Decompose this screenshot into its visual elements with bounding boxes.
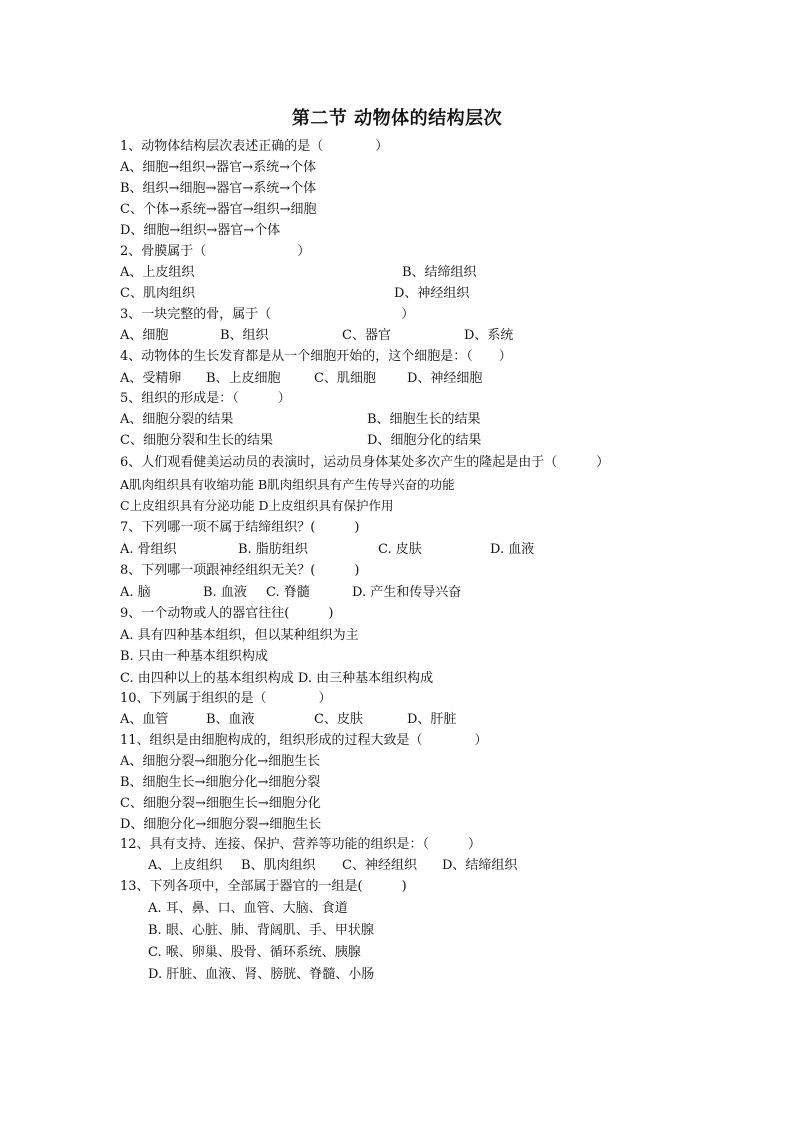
option-text: A、细胞 [120,328,169,343]
option-text: C、肌细胞 [314,371,376,386]
option-text: B. 眼、心脏、肺、背阔肌、手、甲状腺 [148,923,374,938]
question-11: 11、组织是由细胞构成的，组织形成的过程大致是（ ） [120,733,488,748]
option-text: C. 喉、卵巢、股骨、循环系统、胰腺 [148,945,361,960]
option-text: C、神经组织 [342,858,417,873]
question-2: 2、骨膜属于（ ） [120,244,311,259]
question-1: 1、动物体结构层次表述正确的是（ ） [120,139,389,154]
option-text: B、组织→细胞→器官→系统→个体 [120,181,317,196]
question-10: 10、下列属于组织的是（ ） [120,691,332,706]
option-text: A、血管 [120,712,169,727]
option-text: D、结缔组织 [442,858,518,873]
option-text: C. 脊髓 [266,585,310,600]
option-text: C、肌肉组织 [120,286,195,301]
option-text: C. 由四种以上的基本组织构成 D. 由三种基本组织构成 [120,671,434,686]
question-12: 12、具有支持、连接、保护、营养等功能的组织是：（ ） [120,837,482,852]
option-text: D、系统 [464,328,514,343]
option-text: B、结缔组织 [402,265,477,280]
question-9: 9、一个动物或人的器官往往( ) [120,606,334,621]
option-text: C、器官 [342,328,391,343]
question-13: 13、下列各项中，全部属于器官的一组是( ) [120,879,407,894]
option-text: D. 产生和传导兴奋 [352,585,462,600]
option-text: A. 耳、鼻、口、血管、大脑、食道 [148,901,348,916]
option-text: A、细胞分裂的结果 [120,412,234,427]
option-text: C、细胞分裂→细胞生长→细胞分化 [120,796,321,811]
question-6: 6、人们观看健美运动员的表演时，运动员身体某处多次产生的隆起是由于（ ） [120,455,610,470]
option-text: B、血液 [206,712,255,727]
question-7: 7、下列哪一项不属于结缔组织？( ) [120,520,360,535]
question-5: 5、组织的形成是：（ ） [120,391,291,406]
option-text: D. 肝脏、血液、肾、膀胱、脊髓、小肠 [148,967,375,982]
option-text: B. 脂肪组织 [238,542,308,557]
question-8: 8、下列哪一项跟神经组织无关？( ) [120,563,360,578]
option-text: D、细胞→组织→器官→个体 [120,223,281,238]
option-text: C. 皮肤 [378,542,422,557]
option-text: A. 脑 [120,585,151,600]
option-text: B、上皮细胞 [206,371,281,386]
option-text: A、上皮组织 [120,265,195,280]
option-text: A肌肉组织具有收缩功能 B肌肉组织具有产生传导兴奋的功能 [120,477,455,492]
option-text: B. 血液 [203,585,247,600]
option-text: A. 骨组织 [120,542,177,557]
option-text: C、皮肤 [314,712,363,727]
question-3: 3、一块完整的骨，属于（ ） [120,307,415,322]
option-text: B. 只由一种基本组织构成 [120,649,268,664]
option-text: D、细胞分化→细胞分裂→细胞生长 [120,817,322,832]
option-text: A. 具有四种基本组织，但以某种组织为主 [120,628,359,643]
option-text: B、细胞生长→细胞分化→细胞分裂 [120,775,321,790]
question-4: 4、动物体的生长发育都是从一个细胞开始的，这个细胞是：（ ） [120,349,512,364]
option-text: C、细胞分裂和生长的结果 [120,433,273,448]
page-title: 第二节 动物体的结构层次 [291,108,503,129]
option-text: A、上皮组织 [148,858,223,873]
option-text: B、细胞生长的结果 [367,412,481,427]
option-text: D、肝脏 [407,712,457,727]
option-text: A、受精卵 [120,371,182,386]
option-text: C、个体→系统→器官→组织→细胞 [120,202,317,217]
option-text: B、组织 [220,328,269,343]
option-text: D、细胞分化的结果 [367,433,482,448]
option-text: D、神经组织 [394,286,470,301]
option-text: C上皮组织具有分泌功能 D上皮组织具有保护作用 [120,498,394,513]
option-text: A、细胞→组织→器官→系统→个体 [120,160,316,175]
option-text: D、神经细胞 [407,371,483,386]
option-text: A、细胞分裂→细胞分化→细胞生长 [120,754,321,769]
option-text: D. 血液 [490,542,535,557]
option-text: B、肌肉组织 [241,858,316,873]
